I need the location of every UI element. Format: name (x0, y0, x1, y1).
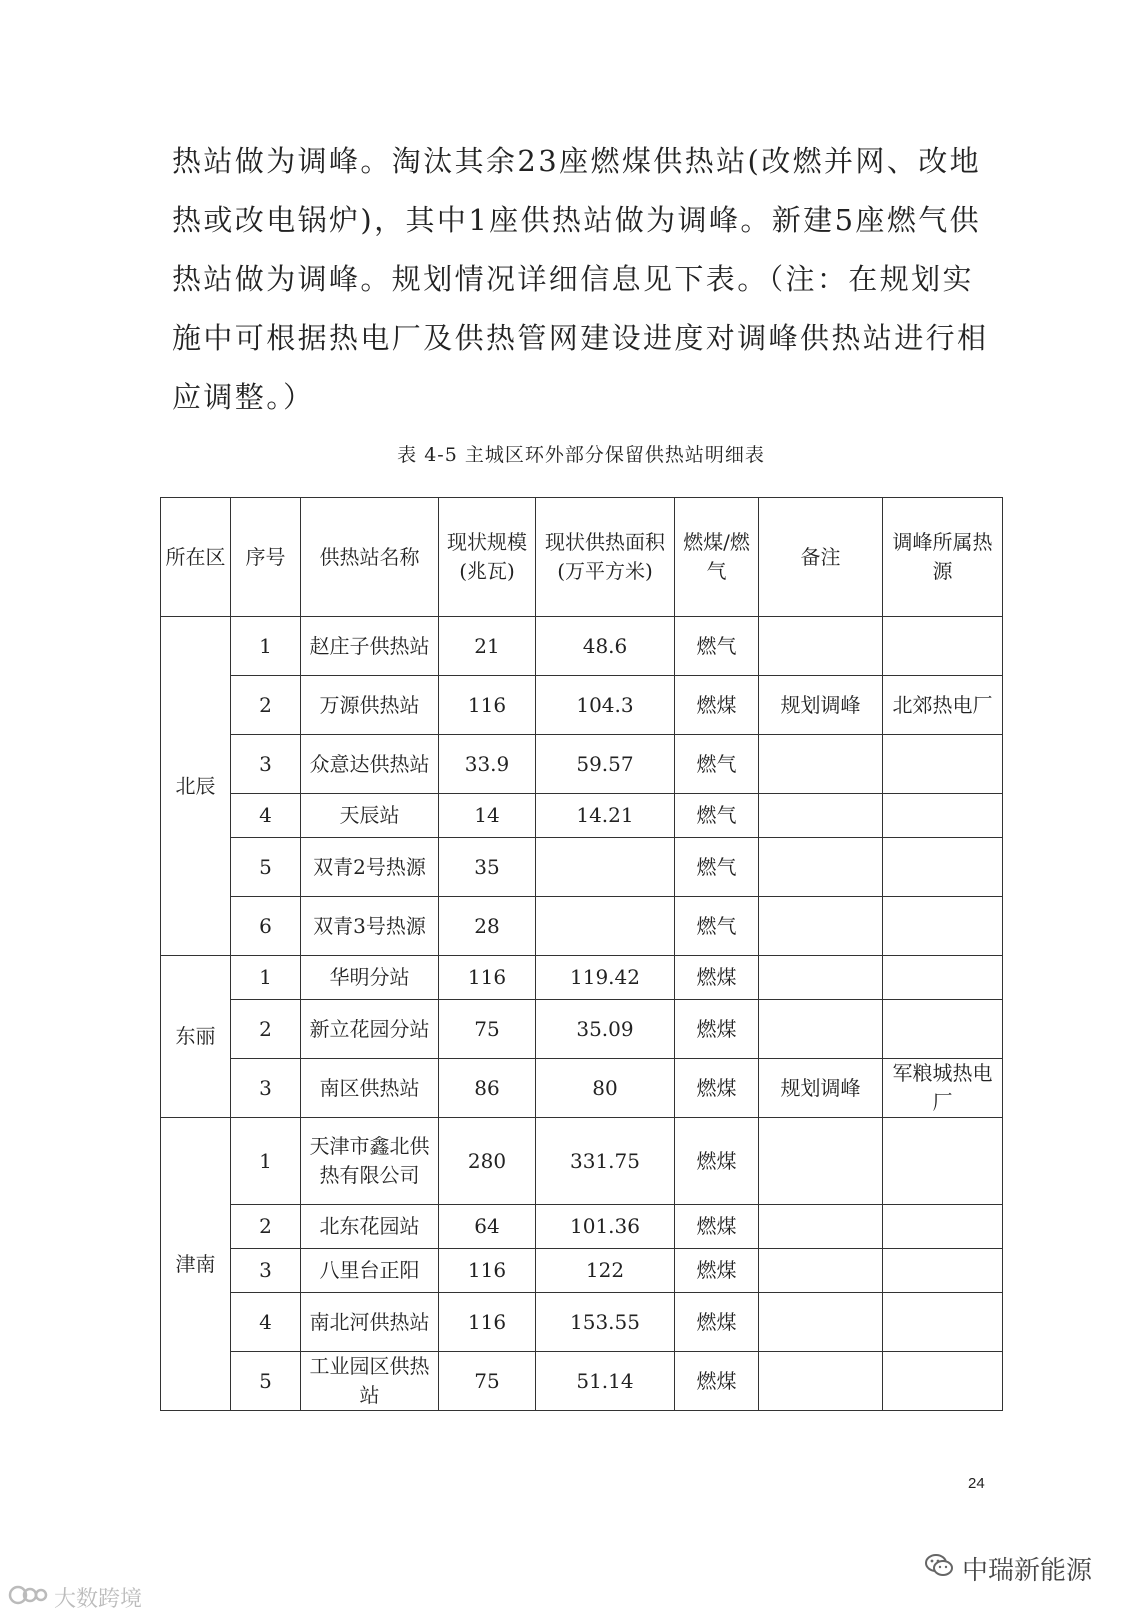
row-note (759, 1293, 883, 1352)
row-number: 1 (231, 617, 301, 676)
table-header-row (161, 498, 1003, 617)
station-area: 122 (536, 1249, 675, 1293)
row-number: 6 (231, 897, 301, 956)
station-scale: 75 (439, 1000, 536, 1059)
row-note (759, 1205, 883, 1249)
station-scale: 28 (439, 897, 536, 956)
header-number: 序号 (231, 498, 301, 617)
fuel-type: 燃煤 (675, 1205, 759, 1249)
table-row (161, 617, 1003, 676)
station-name: 南北河供热站 (301, 1293, 439, 1352)
header-station-name: 供热站名称 (301, 498, 439, 617)
station-scale: 116 (439, 1293, 536, 1352)
row-number: 4 (231, 794, 301, 838)
fuel-type: 燃煤 (675, 1249, 759, 1293)
peak-source (883, 794, 1003, 838)
station-area: 59.57 (536, 735, 675, 794)
peak-source: 军粮城热电厂 (883, 1059, 1003, 1118)
fuel-type: 燃气 (675, 838, 759, 897)
peak-source (883, 1352, 1003, 1411)
station-scale: 116 (439, 956, 536, 1000)
row-note (759, 1000, 883, 1059)
station-name: 北东花园站 (301, 1205, 439, 1249)
station-name: 双青3号热源 (301, 897, 439, 956)
wechat-icon (924, 1552, 954, 1585)
station-scale: 86 (439, 1059, 536, 1118)
row-number: 5 (231, 838, 301, 897)
table-row (161, 735, 1003, 794)
station-name: 双青2号热源 (301, 838, 439, 897)
row-note (759, 794, 883, 838)
fuel-type: 燃煤 (675, 1000, 759, 1059)
row-note (759, 617, 883, 676)
peak-source: 北郊热电厂 (883, 676, 1003, 735)
station-name: 华明分站 (301, 956, 439, 1000)
table-row (161, 676, 1003, 735)
station-area: 14.21 (536, 794, 675, 838)
station-area: 35.09 (536, 1000, 675, 1059)
table-caption: 表 4-5 主城区环外部分保留供热站明细表 (397, 444, 765, 466)
row-note (759, 735, 883, 794)
page-number: 24 (968, 1475, 985, 1492)
station-area: 51.14 (536, 1352, 675, 1411)
station-scale: 116 (439, 1249, 536, 1293)
table-row (161, 1293, 1003, 1352)
row-number: 1 (231, 1118, 301, 1205)
station-name: 八里台正阳 (301, 1249, 439, 1293)
station-scale: 75 (439, 1352, 536, 1411)
table-body (161, 617, 1003, 1411)
row-number: 5 (231, 1352, 301, 1411)
table-row (161, 1000, 1003, 1059)
fuel-type: 燃气 (675, 735, 759, 794)
row-note (759, 838, 883, 897)
station-name: 新立花园分站 (301, 1000, 439, 1059)
row-number: 3 (231, 1059, 301, 1118)
fuel-type: 燃气 (675, 794, 759, 838)
station-area: 153.55 (536, 1293, 675, 1352)
peak-source (883, 1000, 1003, 1059)
row-number: 1 (231, 956, 301, 1000)
table-row (161, 1249, 1003, 1293)
header-district: 所在区 (161, 498, 231, 617)
station-area: 80 (536, 1059, 675, 1118)
watermark-left-text: 大数跨境 (54, 1587, 143, 1612)
row-number: 2 (231, 1000, 301, 1059)
station-area: 119.42 (536, 956, 675, 1000)
row-note (759, 1118, 883, 1205)
fuel-type: 燃气 (675, 897, 759, 956)
table-row (161, 794, 1003, 838)
row-note (759, 897, 883, 956)
fuel-type: 燃煤 (675, 1118, 759, 1205)
row-number: 3 (231, 735, 301, 794)
station-area: 101.36 (536, 1205, 675, 1249)
peak-source (883, 897, 1003, 956)
fuel-type: 燃煤 (675, 1059, 759, 1118)
peak-source (883, 617, 1003, 676)
station-area: 48.6 (536, 617, 675, 676)
row-note (759, 956, 883, 1000)
peak-source (883, 735, 1003, 794)
table-row (161, 1352, 1003, 1411)
header-fuel: 燃煤/燃气 (675, 498, 759, 617)
row-note: 规划调峰 (759, 1059, 883, 1118)
peak-source (883, 1249, 1003, 1293)
row-number: 4 (231, 1293, 301, 1352)
district-cell: 北辰 (161, 617, 231, 956)
fuel-type: 燃煤 (675, 956, 759, 1000)
peak-source (883, 1293, 1003, 1352)
fuel-type: 燃煤 (675, 1352, 759, 1411)
header-note: 备注 (759, 498, 883, 617)
watermark-left (8, 1582, 142, 1613)
row-number: 3 (231, 1249, 301, 1293)
row-note: 规划调峰 (759, 676, 883, 735)
station-scale: 14 (439, 794, 536, 838)
station-name: 天辰站 (301, 794, 439, 838)
peak-source (883, 838, 1003, 897)
row-note (759, 1249, 883, 1293)
district-cell: 津南 (161, 1118, 231, 1411)
station-scale: 33.9 (439, 735, 536, 794)
station-area: 104.3 (536, 676, 675, 735)
station-name: 赵庄子供热站 (301, 617, 439, 676)
station-area (536, 838, 675, 897)
station-scale: 116 (439, 676, 536, 735)
row-number: 2 (231, 676, 301, 735)
fuel-type: 燃气 (675, 617, 759, 676)
peak-source (883, 1205, 1003, 1249)
body-paragraph: 热站做为调峰。淘汰其余23座燃煤供热站(改燃并网、改地热或改电锅炉)，其中1座供热站做为调峰。新建5座燃气供热站做为调峰。规划情况详细信息见下表。（注：在规划实施中可根据热电厂及供热管网建设进度对调峰供热站进行相应调整。） (172, 144, 989, 414)
header-peak-source: 调峰所属热源 (883, 498, 1003, 617)
table-row (161, 897, 1003, 956)
brand-logo-icon (8, 1584, 48, 1612)
header-area: 现状供热面积(万平方米) (536, 498, 675, 617)
table-row (161, 1118, 1003, 1205)
peak-source (883, 956, 1003, 1000)
station-name: 工业园区供热站 (301, 1352, 439, 1411)
table-row (161, 1205, 1003, 1249)
station-area (536, 897, 675, 956)
watermark-right (924, 1550, 1092, 1587)
table-row (161, 1059, 1003, 1118)
row-note (759, 1352, 883, 1411)
peak-source (883, 1118, 1003, 1205)
station-name: 万源供热站 (301, 676, 439, 735)
table-row (161, 838, 1003, 897)
watermark-right-text: 中瑞新能源 (962, 1556, 1093, 1586)
station-scale: 280 (439, 1118, 536, 1205)
heating-station-table (160, 497, 1003, 1411)
station-scale: 64 (439, 1205, 536, 1249)
station-area: 331.75 (536, 1118, 675, 1205)
fuel-type: 燃煤 (675, 676, 759, 735)
station-scale: 35 (439, 838, 536, 897)
station-name: 南区供热站 (301, 1059, 439, 1118)
station-scale: 21 (439, 617, 536, 676)
table-row (161, 956, 1003, 1000)
row-number: 2 (231, 1205, 301, 1249)
header-scale: 现状规模(兆瓦) (439, 498, 536, 617)
district-cell: 东丽 (161, 956, 231, 1118)
station-name: 众意达供热站 (301, 735, 439, 794)
fuel-type: 燃煤 (675, 1293, 759, 1352)
station-name: 天津市鑫北供热有限公司 (301, 1118, 439, 1205)
